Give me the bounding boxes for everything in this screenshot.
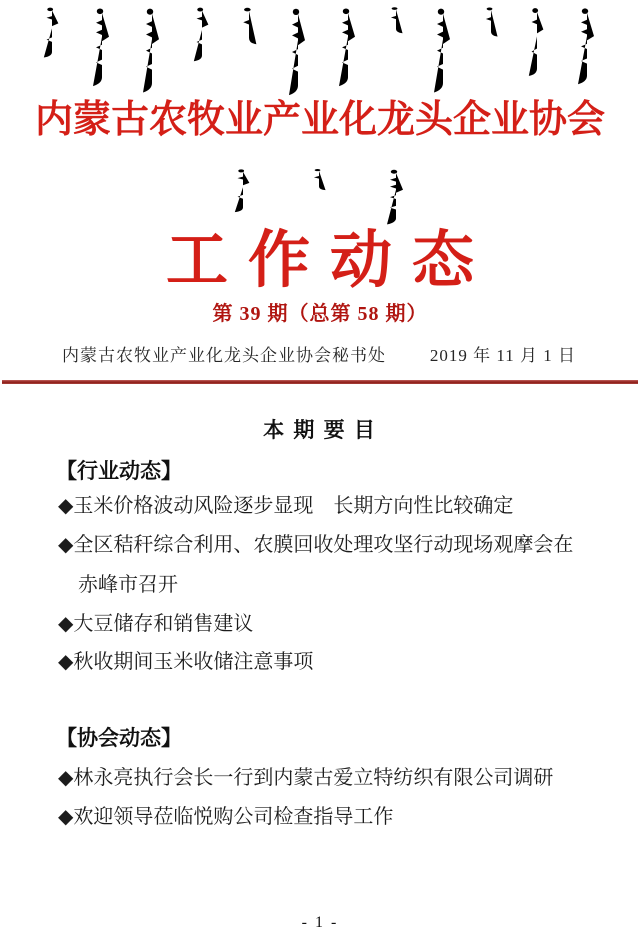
mongolian-word-icon bbox=[141, 6, 163, 101]
toc-item: ◆秋收期间玉米收储注意事项 bbox=[58, 651, 314, 673]
mongolian-word-icon bbox=[42, 6, 62, 62]
mongolian-word-icon bbox=[576, 6, 598, 92]
publisher-line bbox=[62, 341, 576, 366]
mongolian-word-icon bbox=[192, 6, 212, 66]
bulletin-title: 工作动态 bbox=[165, 227, 494, 295]
page-number: - 1 - bbox=[301, 914, 339, 931]
toc-item: ◆玉米价格波动风险逐步显现 长期方向性比较确定 bbox=[58, 495, 514, 517]
mongolian-word-icon bbox=[240, 6, 258, 51]
mongolian-word-icon bbox=[311, 168, 327, 194]
mongolian-word-icon bbox=[337, 6, 359, 94]
mongolian-word-icon bbox=[388, 6, 404, 38]
organization-name: 内蒙古农牧业产业化龙头企业协会 bbox=[34, 99, 605, 141]
mongolian-word-icon bbox=[91, 6, 113, 94]
mongolian-word-icon bbox=[432, 6, 454, 101]
mongolian-word-icon bbox=[483, 6, 499, 42]
toc-item: ◆全区秸秆综合利用、农膜回收处理攻坚行动现场观摩会在赤峰市召开 bbox=[58, 534, 574, 596]
red-divider-rule bbox=[2, 380, 638, 384]
toc-item: ◆大豆储存和销售建议 bbox=[58, 613, 254, 635]
toc-item: ◆林永亮执行会长一行到内蒙古爱立特纺织有限公司调研 bbox=[58, 767, 554, 789]
section-title-association: 【协会动态】 bbox=[56, 726, 182, 750]
issue-number: 第 39 期（总第 58 期） bbox=[212, 303, 428, 325]
publication-date: 2019 年 11 月 1 日 bbox=[429, 346, 576, 365]
mongolian-word-icon bbox=[527, 6, 547, 82]
section-title-industry: 【行业动态】 bbox=[56, 459, 182, 483]
toc-heading: 本 期 要 目 bbox=[263, 418, 377, 442]
toc-item: ◆欢迎领导莅临悦购公司检查指导工作 bbox=[58, 806, 394, 828]
publisher-name: 内蒙古农牧业产业化龙头企业协会秘书处 bbox=[62, 346, 386, 365]
mongolian-word-icon bbox=[233, 168, 253, 216]
